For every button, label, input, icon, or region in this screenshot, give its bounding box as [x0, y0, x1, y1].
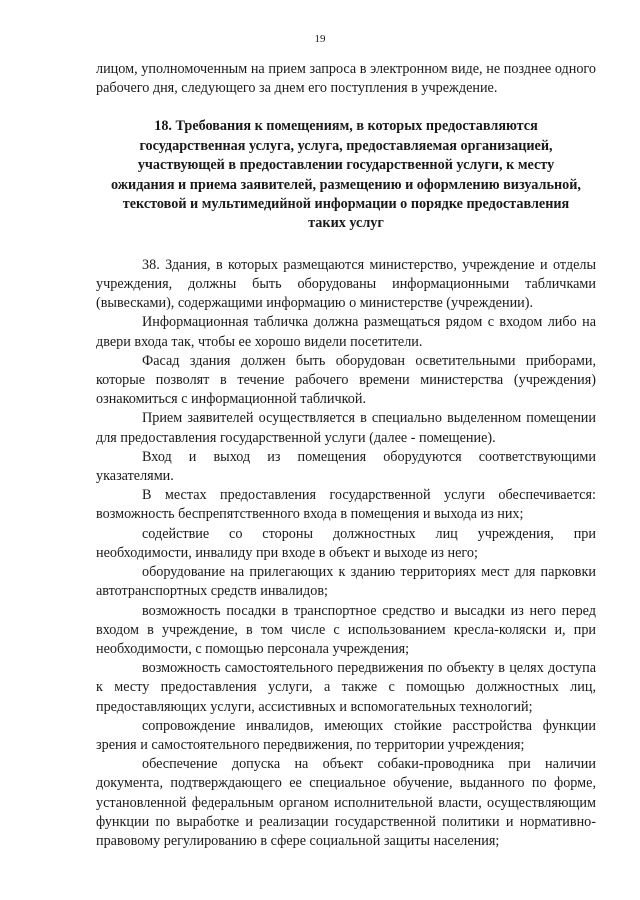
page-number: 19 — [314, 33, 326, 45]
paragraph-entry-exit: Вход и выход из помещения оборудуются соответствующими указателями. — [96, 448, 596, 485]
paragraph-sign-placement: Информационная табличка должна размещаться рядом с входом либо на двери входа так, чтобы ее хорошо видели посетители. — [96, 314, 596, 350]
intro-paragraph: лицом, уполномоченным на прием запроса в электронном виде, не позднее одного рабочего дня, следующего за днем его поступления в учреждение. — [96, 61, 596, 97]
paragraph-movement: возможность самостоятельного передвижения по объекту в целях доступа к месту предоставления услуги, а также с помощью должностных лиц, предоставляющих услуги, ассистивных и вспомогательных технологий; — [96, 660, 596, 715]
paragraph-parking: оборудование на прилегающих к зданию территориях мест для парковки автотранспортных средств инвалидов; — [96, 564, 596, 600]
paragraph-transport: возможность посадки в транспортное средство и высадки из него перед входом в учреждение, в том числе с использованием кресла-коляски и, при необходимости, с помощью персонала учреждения; — [96, 602, 596, 657]
paragraph-guide-dog: обеспечение допуска на объект собаки-проводника при наличии документа, подтверждающего ее специальное обучение, выданного по форме, установленной федеральным органом исполнительной власти, осуществляющим функции по выработке и реализации государственной политики и нормативно-правовому регулированию в сфере социальной защиты населения; — [96, 756, 596, 849]
paragraph-reception-room: Прием заявителей осуществляется в специально выделенном помещении для предоставления государственной услуги (далее - помещение). — [96, 410, 596, 446]
paragraph-assistance: содействие со стороны должностных лиц учреждения, при необходимости, инвалиду при входе в объект и выходе из него; — [96, 525, 596, 561]
paragraph-accessibility-intro: В местах предоставления государственной услуги обеспечивается: возможность беспрепятственного входа в помещения и выхода из них; — [96, 487, 596, 523]
paragraph-38: 38. Здания, в которых размещаются министерство, учреждение и отделы учреждения, должны быть оборудованы информационными табличками (вывесками), содержащими информацию о министерстве (учреждении). — [96, 256, 596, 312]
paragraph-facade-lighting: Фасад здания должен быть оборудован осветительными приборами, которые позволят в течение рабочего времени министерства (учреждения) ознакомиться с информационной табличкой. — [96, 352, 596, 408]
document-body — [96, 60, 596, 851]
section-heading: 18. Требования к помещениям, в которых предоставляются государственная услуга, услуга, предоставляемая организацией, участвующей в предоставлении государственной услуги, к месту ожидания и приема заявителей, размещению и оформлению визуальной, текстовой и мультимедийной информации о порядке предоставления таких услуг — [111, 118, 581, 232]
paragraph-escort: сопровождение инвалидов, имеющих стойкие расстройства функции зрения и самостоятельного передвижения, по территории учреждения; — [96, 717, 596, 753]
